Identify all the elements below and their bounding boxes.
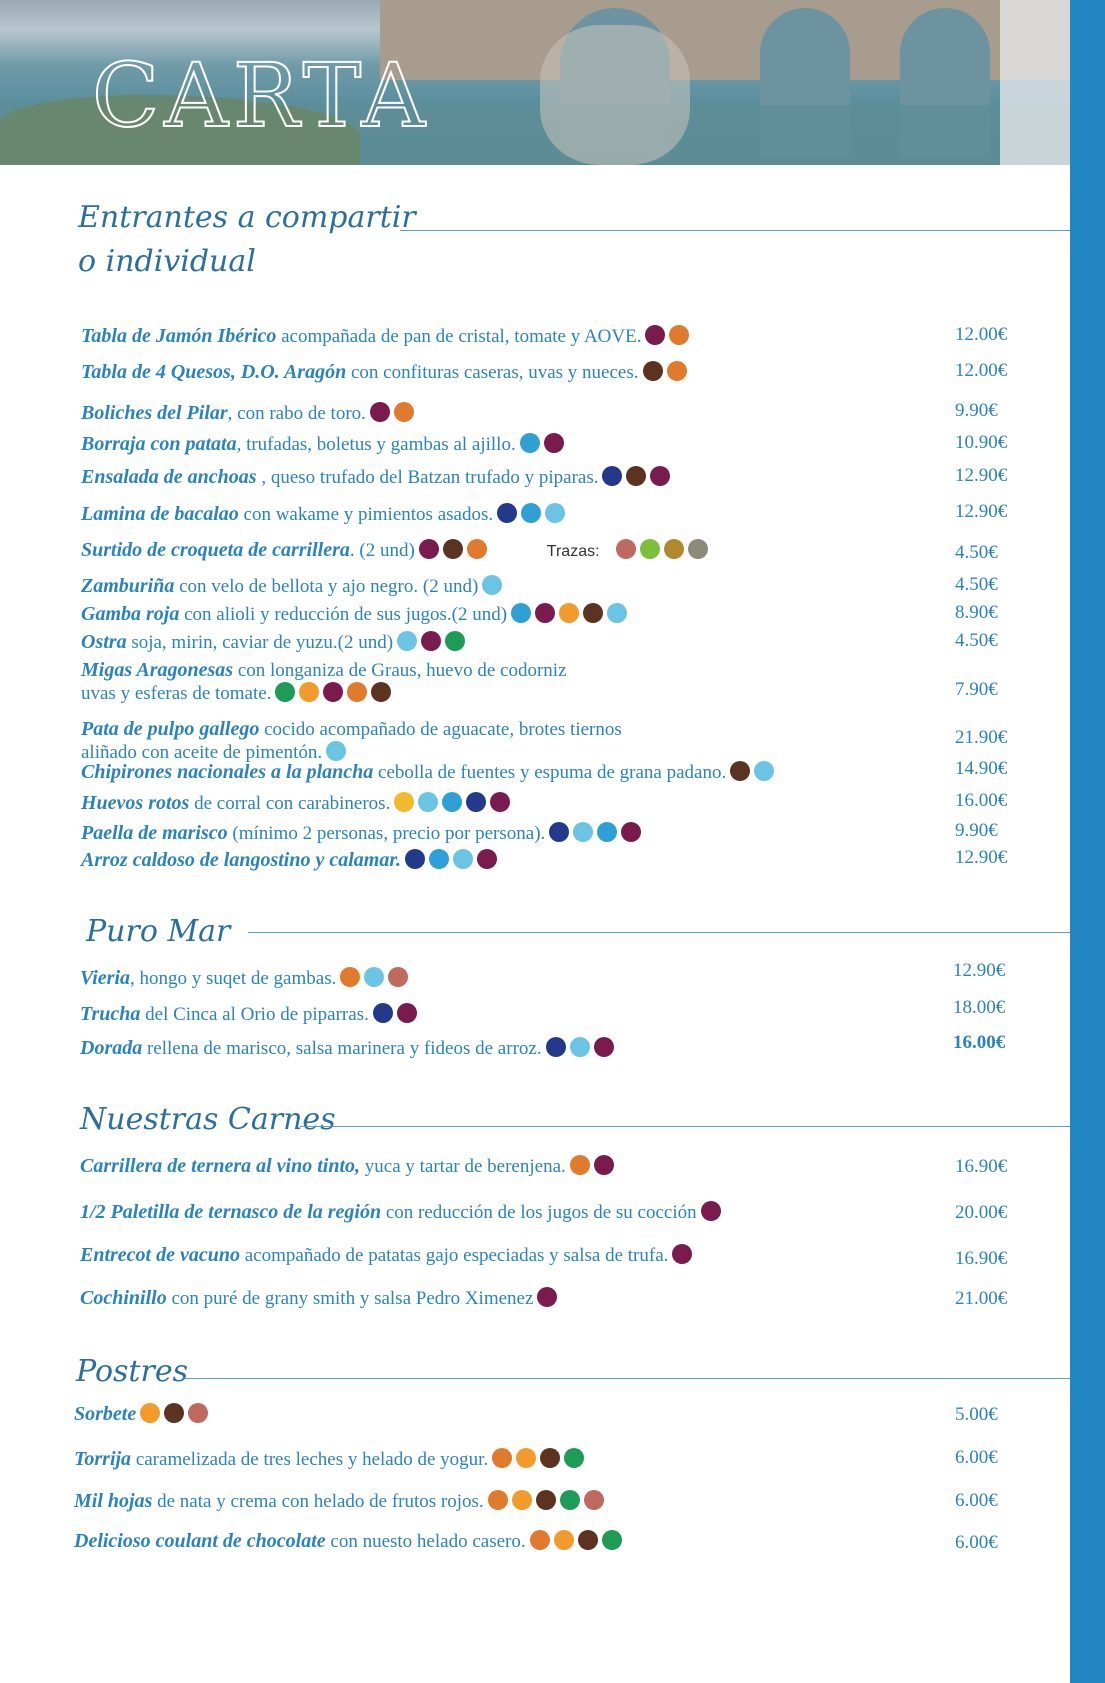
egg-allergen-icon (140, 1403, 160, 1423)
menu-item (81, 718, 622, 764)
menu-item (80, 1003, 417, 1026)
nuts-allergen-icon (583, 603, 603, 623)
menu-item (80, 1244, 692, 1267)
mollusc-allergen-icon (418, 792, 438, 812)
nuts-allergen-icon (536, 1490, 556, 1510)
menu-item-price: 21.00€ (955, 1288, 1008, 1309)
fish-allergen-icon (497, 503, 517, 523)
menu-item-price: 7.90€ (955, 679, 998, 700)
menu-item (81, 822, 641, 845)
nuts-allergen-icon (626, 466, 646, 486)
menu-item (81, 466, 670, 489)
mollusc-allergen-icon (482, 575, 502, 595)
egg-allergen-icon (559, 603, 579, 623)
almond-allergen-icon (388, 967, 408, 987)
dairy-allergen-icon (535, 603, 555, 623)
dairy-allergen-icon (421, 631, 441, 651)
menu-item-name: Cochinillo (80, 1287, 167, 1309)
gluten-allergen-icon (467, 539, 487, 559)
celery-allergen-icon (564, 1448, 584, 1468)
side-accent-bar (1070, 0, 1105, 1683)
allergen-icons (322, 742, 346, 763)
menu-item-description: (mínimo 2 personas, precio por persona). (227, 823, 546, 844)
menu-item-description: con nuesto helado casero. (325, 1531, 526, 1552)
allergen-icons (401, 850, 497, 871)
section-title-puro-mar: Puro Mar (86, 914, 231, 949)
fish-allergen-icon (373, 1003, 393, 1023)
menu-item-description: de corral con carabineros. (189, 793, 391, 814)
celery-allergen-icon (560, 1490, 580, 1510)
dairy-allergen-icon (370, 402, 390, 422)
menu-item-price: 14.90€ (955, 758, 1008, 779)
menu-item-price: 16.00€ (953, 1032, 1006, 1053)
menu-item-price: 4.50€ (955, 574, 998, 595)
celery-allergen-icon (602, 1530, 622, 1550)
menu-item (80, 1155, 614, 1178)
dairy-allergen-icon (537, 1287, 557, 1307)
allergen-icons (668, 1245, 692, 1266)
menu-item-description: yuca y tartar de berenjena. (360, 1156, 566, 1177)
menu-item-description-line2: uvas y esferas de tomate. (81, 683, 272, 704)
menu-item (74, 1490, 604, 1513)
almond-allergen-icon (616, 539, 636, 559)
allergen-icons (493, 504, 565, 525)
menu-item-description: del Cinca al Orio de piparras. (140, 1004, 369, 1025)
menu-item (81, 659, 567, 705)
menu-item (81, 849, 497, 872)
allergen-icons (369, 1004, 417, 1025)
sesame-allergen-icon (688, 539, 708, 559)
nuts-allergen-icon (540, 1448, 560, 1468)
menu-item-description: acompañada de pan de cristal, tomate y AOVE. (276, 326, 642, 347)
allergen-icons (415, 540, 487, 561)
menu-item (80, 1287, 557, 1310)
menu-item (81, 575, 502, 598)
menu-item-name: Borraja con patata (81, 433, 237, 455)
allergen-icons (393, 632, 465, 653)
window-ornament (1000, 0, 1070, 165)
menu-item (81, 433, 564, 456)
dairy-allergen-icon (701, 1201, 721, 1221)
crust-allergen-icon (521, 503, 541, 523)
menu-item-price: 6.00€ (955, 1447, 998, 1468)
menu-item (74, 1448, 584, 1471)
almond-allergen-icon (188, 1403, 208, 1423)
menu-item-price: 12.90€ (955, 847, 1008, 868)
menu-item-name: Sorbete (74, 1403, 137, 1425)
almond-allergen-icon (584, 1490, 604, 1510)
allergen-icons (336, 968, 408, 989)
dairy-allergen-icon (594, 1155, 614, 1175)
allergen-icons (545, 823, 641, 844)
menu-item-name: Mil hojas (74, 1490, 153, 1512)
section-rule (182, 1378, 1070, 1379)
gluten-allergen-icon (492, 1448, 512, 1468)
menu-item (81, 325, 689, 348)
section-title-carnes: Nuestras Carnes (80, 1102, 336, 1137)
menu-item-price: 12.00€ (955, 324, 1008, 345)
fish-allergen-icon (546, 1037, 566, 1057)
menu-item-description: con alioli y reducción de sus jugos.(2 und) (179, 604, 508, 625)
crust-allergen-icon (429, 849, 449, 869)
mollusc-allergen-icon (570, 1037, 590, 1057)
nuts-allergen-icon (578, 1530, 598, 1550)
egg-allergen-icon (299, 682, 319, 702)
allergen-icons (366, 403, 414, 424)
allergen-icons (516, 434, 564, 455)
menu-item-description: cebolla de fuentes y espuma de grana padano. (373, 762, 727, 783)
menu-item-price: 9.90€ (955, 400, 998, 421)
fish-allergen-icon (549, 822, 569, 842)
egg-allergen-icon (516, 1448, 536, 1468)
gluten-allergen-icon (667, 361, 687, 381)
egg-allergen-icon (512, 1490, 532, 1510)
menu-item-description: con wakame y pimientos asados. (238, 504, 494, 525)
menu-item (81, 539, 708, 563)
menu-item-name: Trucha (80, 1003, 141, 1025)
allergen-icons (542, 1038, 614, 1059)
menu-item-description-line2: aliñado con aceite de pimentón. (81, 742, 323, 763)
dairy-allergen-icon (419, 539, 439, 559)
menu-item (80, 1037, 614, 1060)
menu-item-name: Arroz caldoso de langostino y calamar. (81, 849, 402, 871)
menu-item-name: Gamba roja (81, 603, 180, 625)
menu-item-name: Ensalada de anchoas (81, 466, 257, 488)
crust-allergen-icon (597, 822, 617, 842)
menu-item-name: Boliches del Pilar (81, 402, 228, 424)
allergen-icons (390, 793, 510, 814)
section-title-entrantes: Entrantes a compartir o individual (78, 200, 416, 279)
gluten-allergen-icon (570, 1155, 590, 1175)
menu-item-name: Dorada (80, 1037, 143, 1059)
lupin-allergen-icon (640, 539, 660, 559)
menu-item-price: 16.90€ (955, 1248, 1008, 1269)
egg-allergen-icon (554, 1530, 574, 1550)
menu-item-price: 12.00€ (955, 360, 1008, 381)
header-photo (0, 0, 1070, 165)
dairy-allergen-icon (490, 792, 510, 812)
allergen-icons (639, 362, 687, 383)
menu-item-name: Pata de pulpo gallego (81, 718, 260, 740)
dairy-allergen-icon (544, 433, 564, 453)
menu-item-price: 9.90€ (955, 820, 998, 841)
menu-item (81, 402, 414, 425)
menu-item-name: Delicioso coulant de chocolate (74, 1530, 326, 1552)
menu-item (81, 361, 687, 384)
menu-item (81, 631, 465, 654)
mustard-allergen-icon (394, 792, 414, 812)
menu-item-name: Ostra (81, 631, 127, 653)
crust-allergen-icon (511, 603, 531, 623)
nuts-allergen-icon (371, 682, 391, 702)
menu-item-name: Lamina de bacalao (81, 503, 239, 525)
mollusc-allergen-icon (573, 822, 593, 842)
celery-allergen-icon (275, 682, 295, 702)
menu-item-name: 1/2 Paletilla de ternasco de la región (80, 1201, 382, 1223)
menu-item-price: 16.90€ (955, 1156, 1008, 1177)
gluten-allergen-icon (669, 325, 689, 345)
gluten-allergen-icon (488, 1490, 508, 1510)
menu-item-description: con confituras caseras, uvas y nueces. (346, 362, 639, 383)
allergen-icons (598, 467, 670, 488)
menu-item-name: Migas Aragonesas (81, 659, 234, 681)
menu-item-description: , con rabo de toro. (227, 403, 366, 424)
allergen-icons (533, 1288, 557, 1309)
menu-item-price: 20.00€ (955, 1202, 1008, 1223)
gluten-allergen-icon (347, 682, 367, 702)
mollusc-allergen-icon (364, 967, 384, 987)
dairy-allergen-icon (477, 849, 497, 869)
dairy-allergen-icon (650, 466, 670, 486)
gluten-allergen-icon (530, 1530, 550, 1550)
gluten-allergen-icon (394, 402, 414, 422)
trace-icons (612, 540, 708, 561)
allergen-icons (478, 576, 502, 597)
crust-allergen-icon (520, 433, 540, 453)
celery-allergen-icon (445, 631, 465, 651)
menu-item (80, 967, 408, 990)
menu-item (74, 1530, 622, 1553)
menu-item-description: . (2 und) (349, 540, 415, 561)
dairy-allergen-icon (672, 1244, 692, 1264)
section-rule (400, 230, 1070, 231)
menu-item-description: con velo de bellota y ajo negro. (2 und) (174, 576, 479, 597)
allergen-icons (136, 1404, 208, 1425)
menu-item-description: , hongo y suqet de gambas. (130, 968, 337, 989)
gluten-allergen-icon (340, 967, 360, 987)
nuts-allergen-icon (730, 761, 750, 781)
section-rule (300, 1126, 1070, 1127)
allergen-icons (697, 1202, 721, 1223)
menu-item-description: con reducción de los jugos de su cocción (381, 1202, 697, 1223)
menu-item-description: rellena de marisco, salsa marinera y fideos de arroz. (142, 1038, 542, 1059)
dairy-allergen-icon (621, 822, 641, 842)
menu-item-price: 18.00€ (953, 997, 1006, 1018)
menu-item-name: Carrillera de ternera al vino tinto, (80, 1155, 361, 1177)
menu-item-name: Surtido de croqueta de carrillera (81, 539, 350, 561)
nuts-allergen-icon (164, 1403, 184, 1423)
menu-item-price: 4.50€ (955, 630, 998, 651)
menu-item-name: Huevos rotos (81, 792, 190, 814)
allergen-icons (488, 1449, 584, 1470)
mollusc-allergen-icon (397, 631, 417, 651)
dairy-allergen-icon (645, 325, 665, 345)
menu-item-name: Vieria (80, 967, 131, 989)
menu-item-name: Paella de marisco (81, 822, 228, 844)
menu-item-description: acompañado de patatas gajo especiadas y salsa de trufa. (240, 1245, 669, 1266)
menu-item-description: de nata y crema con helado de frutos rojos. (152, 1491, 484, 1512)
menu-item (81, 792, 510, 815)
menu-item-description: , trufadas, boletus y gambas al ajillo. (236, 434, 516, 455)
menu-item-name: Tabla de Jamón Ibérico (81, 325, 277, 347)
mollusc-allergen-icon (607, 603, 627, 623)
mollusc-allergen-icon (326, 741, 346, 761)
sulphite-allergen-icon (664, 539, 684, 559)
traces-label: Trazas: (546, 543, 600, 560)
menu-item-name: Tabla de 4 Quesos, D.O. Aragón (81, 361, 347, 383)
menu-item-description: cocido acompañado de aguacate, brotes tiernos (259, 719, 622, 740)
menu-item-description: con puré de grany smith y salsa Pedro Ximenez (166, 1288, 534, 1309)
menu-item (74, 1403, 208, 1426)
menu-item-name: Zamburiña (81, 575, 175, 597)
allergen-icons (641, 326, 689, 347)
menu-item-price: 12.90€ (955, 501, 1008, 522)
mollusc-allergen-icon (754, 761, 774, 781)
menu-item (81, 761, 774, 784)
menu-item-description: caramelizada de tres leches y helado de yogur. (131, 1449, 489, 1470)
allergen-icons (726, 762, 774, 783)
fish-allergen-icon (602, 466, 622, 486)
bare-tree (540, 25, 690, 165)
menu-item-price: 8.90€ (955, 602, 998, 623)
fish-allergen-icon (405, 849, 425, 869)
dairy-allergen-icon (397, 1003, 417, 1023)
section-title-postres: Postres (76, 1354, 188, 1389)
dairy-allergen-icon (323, 682, 343, 702)
menu-item-price: 4.50€ (955, 542, 998, 563)
menu-item-price: 16.00€ (955, 790, 1008, 811)
menu-item-name: Entrecot de vacuno (80, 1244, 240, 1266)
menu-item-price: 6.00€ (955, 1532, 998, 1553)
menu-item-name: Chipirones nacionales a la plancha (81, 761, 374, 783)
menu-item-description: , queso trufado del Batzan trufado y piparas. (256, 467, 599, 488)
menu-item-price: 21.90€ (955, 727, 1008, 748)
nuts-allergen-icon (643, 361, 663, 381)
allergen-icons (566, 1156, 614, 1177)
menu-item (80, 1201, 721, 1224)
allergen-icons (526, 1531, 622, 1552)
menu-item (81, 503, 565, 526)
menu-item-price: 5.00€ (955, 1404, 998, 1425)
page-title: CARTA (92, 44, 431, 147)
section-rule (248, 932, 1070, 933)
allergen-icons (271, 683, 391, 704)
menu-item-description: con longaniza de Graus, huevo de codorniz (233, 660, 567, 681)
nuts-allergen-icon (443, 539, 463, 559)
allergen-icons (507, 604, 627, 625)
menu-item-price: 10.90€ (955, 432, 1008, 453)
fish-allergen-icon (466, 792, 486, 812)
menu-item-name: Torrija (74, 1448, 132, 1470)
menu-item-price: 12.90€ (955, 465, 1008, 486)
mollusc-allergen-icon (453, 849, 473, 869)
menu-item-description: soja, mirin, caviar de yuzu.(2 und) (126, 632, 394, 653)
dairy-allergen-icon (594, 1037, 614, 1057)
menu-item-price: 12.90€ (953, 960, 1006, 981)
mollusc-allergen-icon (545, 503, 565, 523)
allergen-icons (484, 1491, 604, 1512)
menu-item (81, 603, 627, 626)
crust-allergen-icon (442, 792, 462, 812)
menu-item-price: 6.00€ (955, 1490, 998, 1511)
